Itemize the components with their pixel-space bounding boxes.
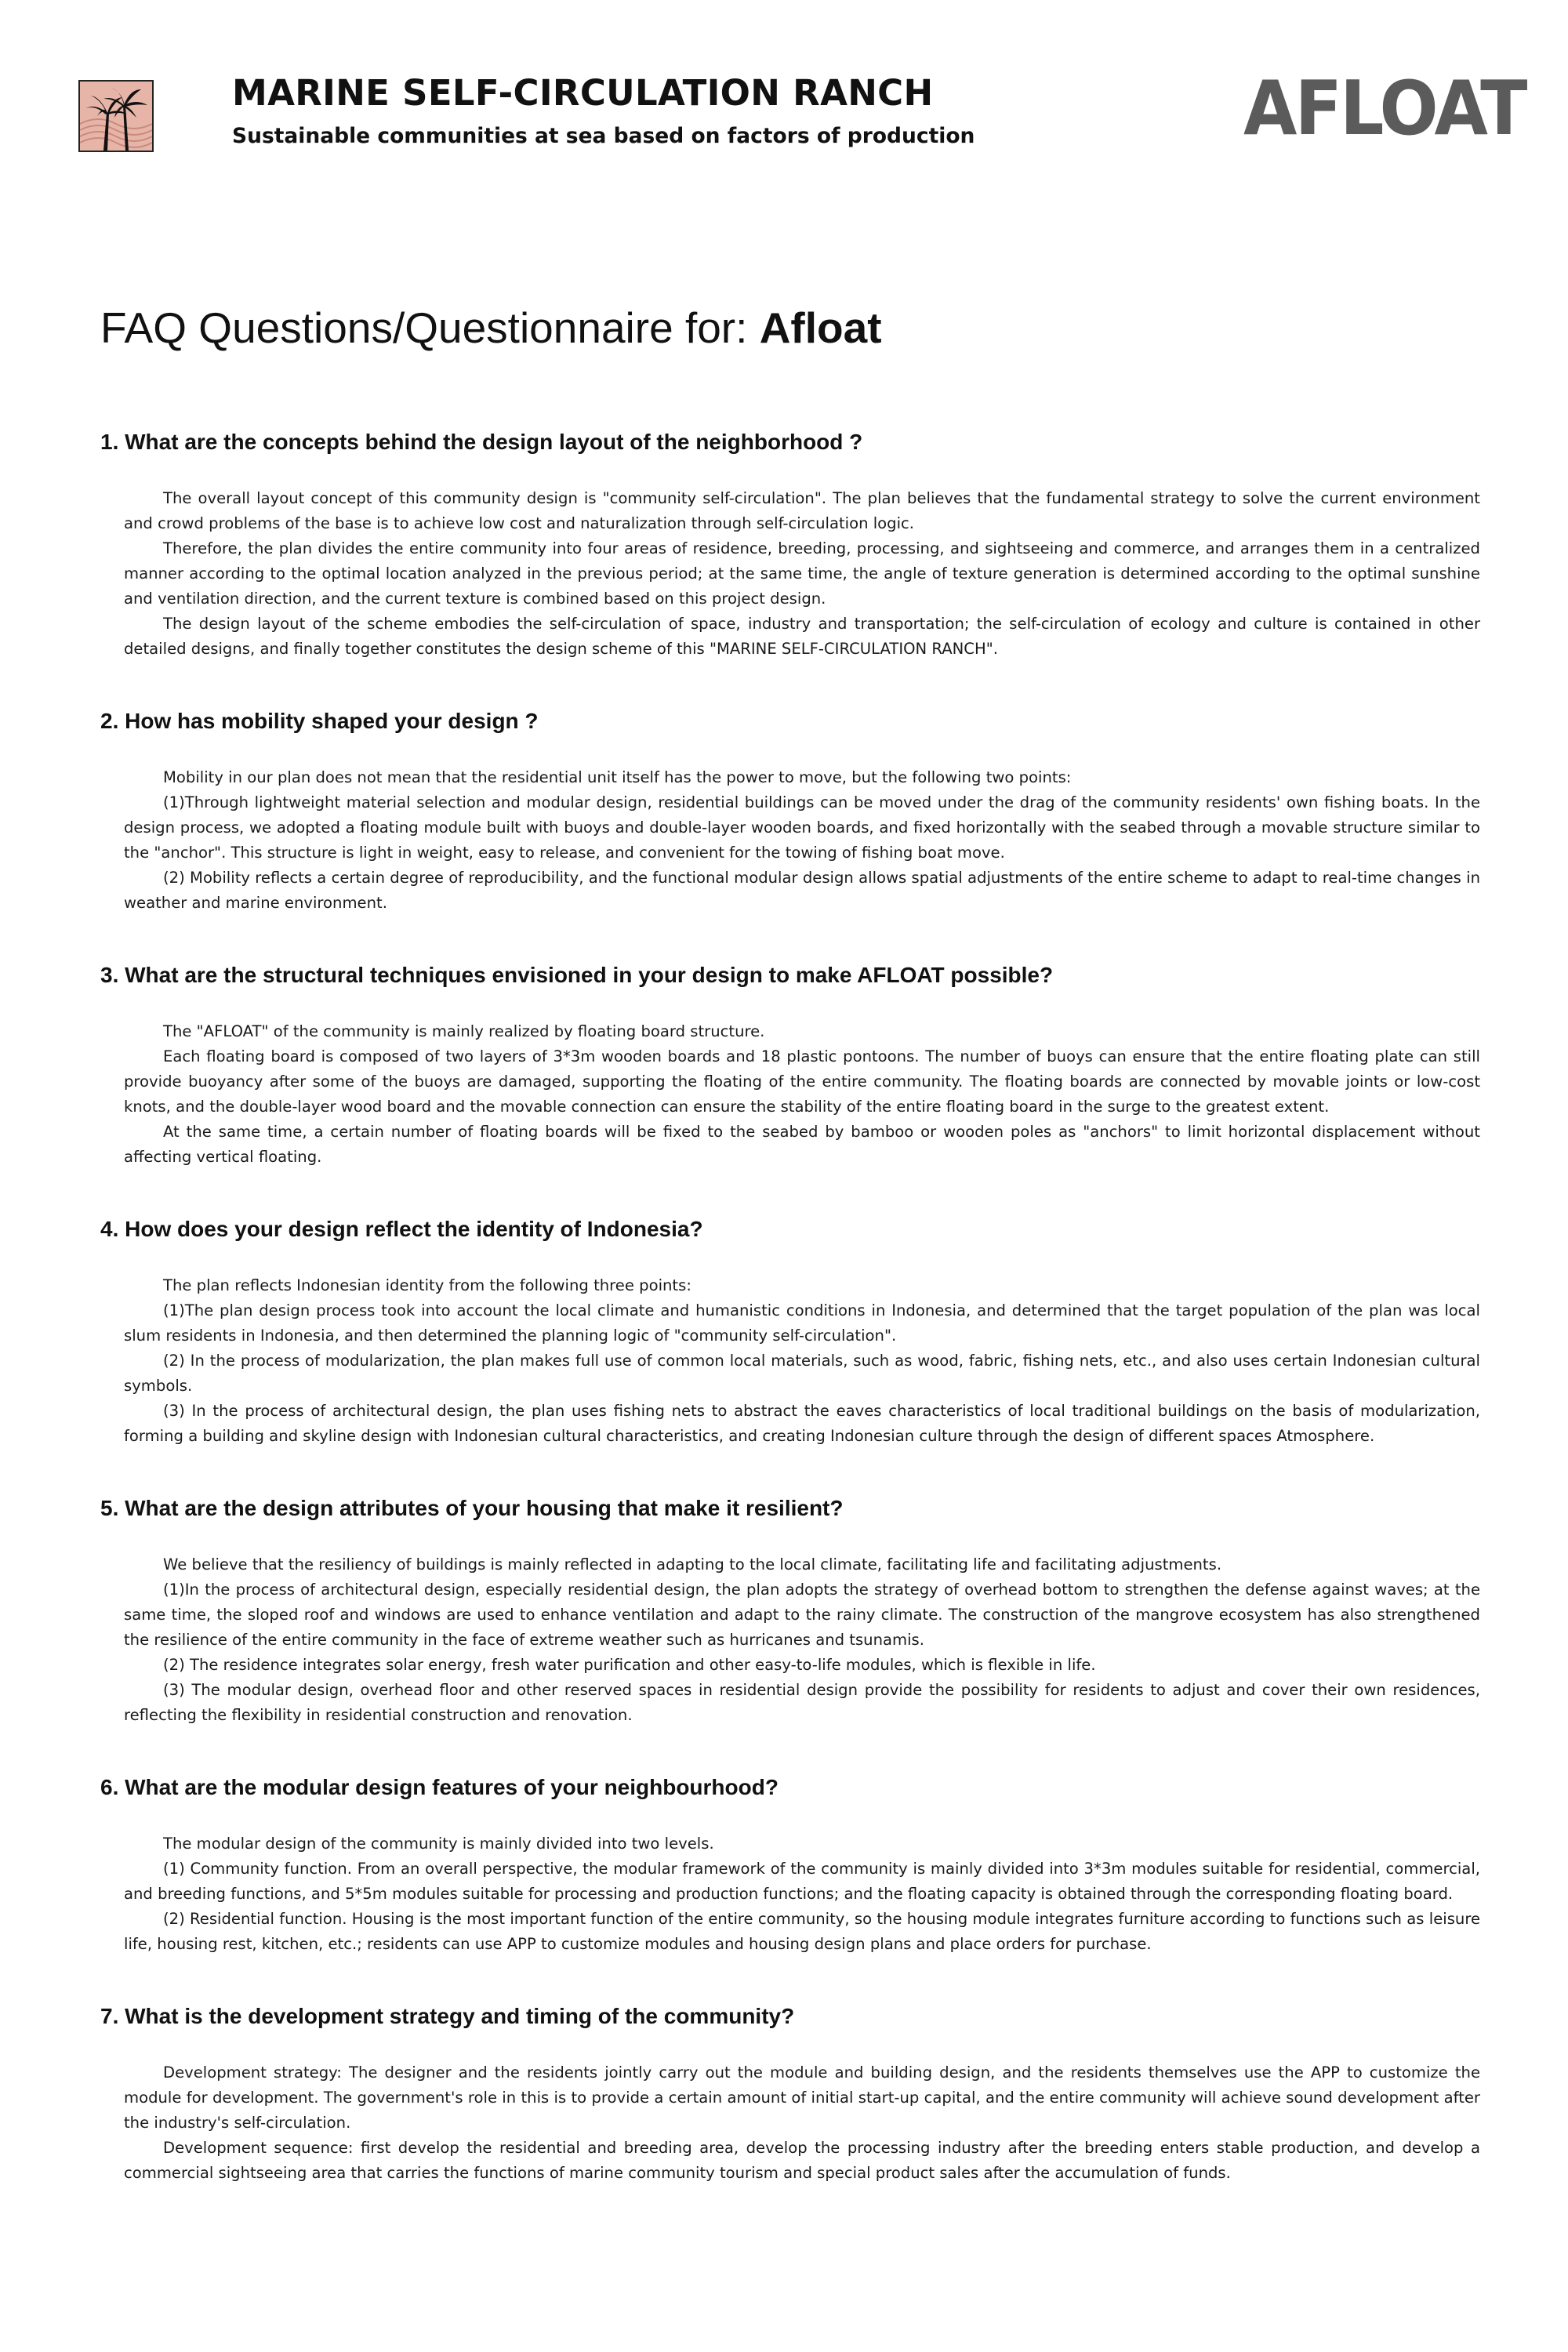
- faq-question: 5. What are the design attributes of your housing that make it resilient?: [100, 1496, 844, 1520]
- faq-answer: [100, 1831, 1480, 1957]
- faq-paragraph: (2) The residence integrates solar energy, fresh water purification and other easy-to-life modules, which is flexible in life.: [163, 1656, 1096, 1674]
- brand-logo-text: AFLOAT: [1243, 66, 1526, 152]
- faq-item-5: [100, 1496, 1480, 1728]
- faq-paragraph: Therefore, the plan divides the entire community into four areas of residence, breeding, processing, and sightseeing and commerce, and arranges them in a centralized manner according to the optimal location analyzed in the previous period; at the same time, the angle of texture generation is determined according to the optimal sunshine and ventilation direction, and the current texture is combined based on this project design.: [124, 539, 1480, 608]
- faq-paragraph: (2) Mobility reflects a certain degree of reproducibility, and the functional modular design allows spatial adjustments of the entire scheme to adapt to real-time changes in weather and marine environment.: [124, 869, 1480, 912]
- faq-paragraph: Development strategy: The designer and the residents jointly carry out the module and building design, and the residents themselves use the APP to customize the module for development. The government's role in this is to provide a certain amount of initial start-up capital, and the entire community will achieve sound development after the industry's self-circulation.: [124, 2063, 1480, 2132]
- faq-list: [100, 430, 1480, 2233]
- faq-paragraph: The modular design of the community is mainly divided into two levels.: [163, 1835, 714, 1853]
- faq-answer: [100, 2060, 1480, 2186]
- faq-item-1: [100, 430, 1480, 662]
- page-title: [100, 303, 882, 353]
- faq-paragraph: (1)The plan design process took into account the local climate and humanistic conditions in Indonesia, and determined that the target population of the plan was local slum residents in Indonesia, and then determined the planning logic of "community self-circulation".: [124, 1301, 1480, 1345]
- faq-question: 4. How does your design reflect the identity of Indonesia?: [100, 1217, 703, 1241]
- faq-paragraph: (2) In the process of modularization, the plan makes full use of common local materials, such as wood, fabric, fishing nets, etc., and also uses certain Indonesian cultural symbols.: [124, 1352, 1480, 1395]
- faq-answer: [100, 486, 1480, 662]
- page-title-name: Afloat: [759, 303, 882, 352]
- faq-answer: [100, 1019, 1480, 1170]
- faq-paragraph: The overall layout concept of this community design is "community self-circulation". The plan believes that the fundamental strategy to solve the current environment and crowd problems of the base is to achieve low cost and naturalization through self-circulation logic.: [124, 489, 1480, 532]
- header-subtitle: Sustainable communities at sea based on factors of production: [232, 124, 975, 148]
- faq-question: 3. What are the structural techniques envisioned in your design to make AFLOAT possible?: [100, 963, 1054, 987]
- faq-paragraph: (3) In the process of architectural design, the plan uses fishing nets to abstract the eaves characteristics of local traditional buildings on the basis of modularization, forming a building and skyline design with Indonesian cultural characteristics, and creating Indonesian culture through the design of different spaces Atmosphere.: [124, 1402, 1480, 1445]
- faq-paragraph: The design layout of the scheme embodies the self-circulation of space, industry and transportation; the self-circulation of ecology and culture is contained in other detailed designs, and finally together constitutes the design scheme of this "MARINE SELF-CIRCULATION RANCH".: [124, 615, 1480, 658]
- faq-paragraph: The "AFLOAT" of the community is mainly realized by floating board structure.: [163, 1022, 765, 1040]
- faq-paragraph: (2) Residential function. Housing is the most important function of the entire community, so the housing module integrates furniture according to functions such as leisure life, housing rest, kitchen, etc.; residents can use APP to customize modules and housing design plans and place orders for purchase.: [124, 1910, 1480, 1953]
- faq-item-7: [100, 2004, 1480, 2186]
- faq-paragraph: Mobility in our plan does not mean that the residential unit itself has the power to move, but the following two points:: [163, 768, 1072, 786]
- faq-paragraph: (1) Community function. From an overall perspective, the modular framework of the community is mainly divided into 3*3m modules suitable for residential, commercial, and breeding functions, and 5*5m modules suitable for processing and production functions; and the floating capacity is obtained through the corresponding floating board.: [124, 1860, 1480, 1903]
- faq-question: 6. What are the modular design features of your neighbourhood?: [100, 1775, 779, 1799]
- faq-paragraph: (1)In the process of architectural design, especially residential design, the plan adopts the strategy of overhead bottom to strengthen the defense against waves; at the same time, the sloped roof and windows are used to enhance ventilation and adapt to the rainy climate. The construction of the mangrove ecosystem has also strengthened the resilience of the entire community in the face of extreme weather such as hurricanes and tsunamis.: [124, 1581, 1480, 1649]
- faq-question: 7. What is the development strategy and timing of the community?: [100, 2004, 795, 2028]
- palm-trees-logo-icon: [78, 80, 154, 152]
- page-title-prefix: FAQ Questions/Questionnaire for:: [100, 303, 760, 352]
- faq-answer: [100, 1552, 1480, 1728]
- faq-paragraph: We believe that the resiliency of buildings is mainly reflected in adapting to the local climate, facilitating life and facilitating adjustments.: [163, 1555, 1222, 1573]
- faq-answer: [100, 765, 1480, 916]
- faq-item-6: [100, 1775, 1480, 1957]
- faq-item-3: [100, 963, 1480, 1170]
- faq-answer: [100, 1273, 1480, 1449]
- faq-paragraph: The plan reflects Indonesian identity from the following three points:: [163, 1276, 691, 1294]
- faq-item-4: [100, 1217, 1480, 1449]
- header-title: MARINE SELF-CIRCULATION RANCH: [232, 72, 934, 114]
- faq-paragraph: Development sequence: first develop the residential and breeding area, develop the processing industry after the breeding enters stable production, and develop a commercial sightseeing area that carries the functions of marine community tourism and special product sales after the accumulation of funds.: [124, 2139, 1480, 2182]
- faq-paragraph: Each floating board is composed of two layers of 3*3m wooden boards and 18 plastic pontoons. The number of buoys can ensure that the entire floating plate can still provide buoyancy after some of the buoys are damaged, supporting the floating of the entire community. The floating boards are connected by movable joints or low-cost knots, and the double-layer wood board and the movable connection can ensure the stability of the entire floating board in the surge to the greatest extent.: [124, 1047, 1480, 1116]
- faq-paragraph: At the same time, a certain number of floating boards will be fixed to the seabed by bamboo or wooden poles as "anchors" to limit horizontal displacement without affecting vertical floating.: [124, 1123, 1480, 1166]
- faq-question: 1. What are the concepts behind the design layout of the neighborhood ?: [100, 430, 863, 454]
- faq-item-2: [100, 709, 1480, 916]
- faq-question: 2. How has mobility shaped your design ?: [100, 709, 539, 733]
- faq-paragraph: (1)Through lightweight material selection and modular design, residential buildings can be moved under the drag of the community residents' own fishing boats. In the design process, we adopted a floating module built with buoys and double-layer wooden boards, and fixed horizontally with the seabed through a movable structure similar to the "anchor". This structure is light in weight, easy to release, and convenient for the towing of fishing boat move.: [124, 793, 1480, 862]
- faq-paragraph: (3) The modular design, overhead floor and other reserved spaces in residential design provide the possibility for residents to adjust and cover their own residences, reflecting the flexibility in residential construction and renovation.: [124, 1681, 1480, 1724]
